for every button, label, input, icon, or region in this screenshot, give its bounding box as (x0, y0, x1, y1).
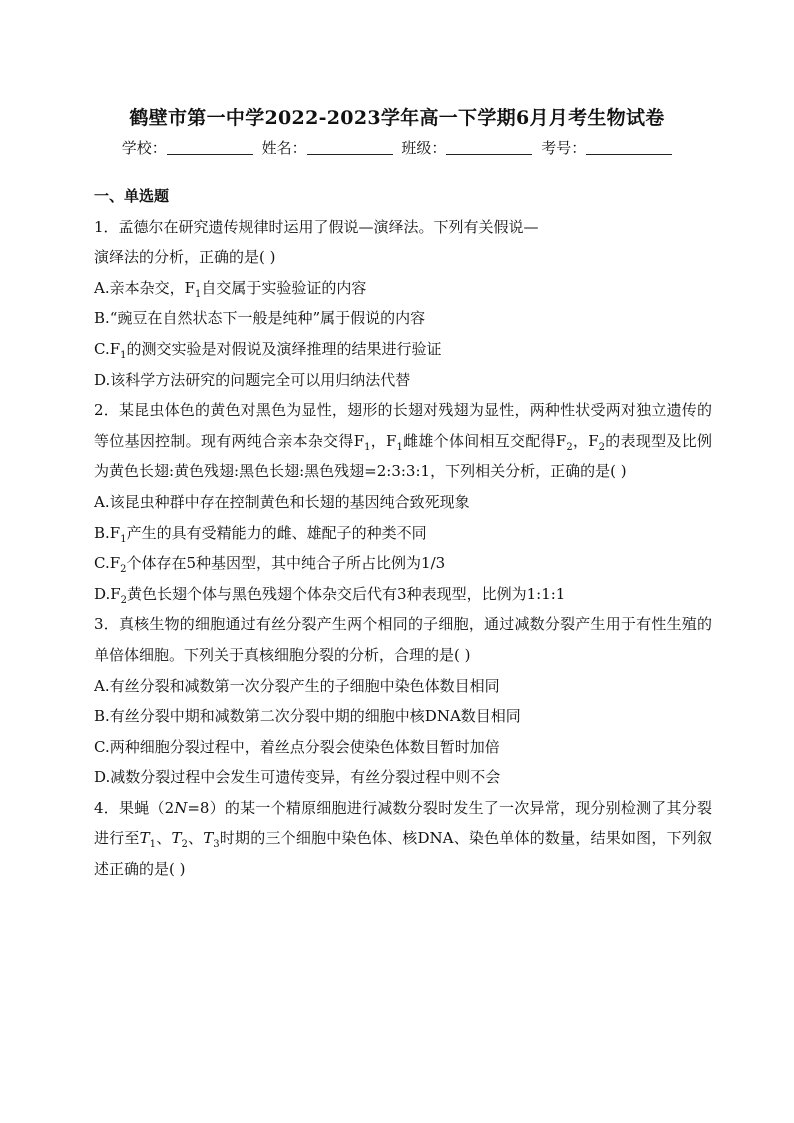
q1-stem-line-2: 演绎法的分析，正确的是( ) (94, 248, 276, 267)
q2-stem-p4: ，F (572, 431, 599, 450)
q4-stem-s3: 3 (213, 839, 220, 851)
q2-option-c-post: 个体存在5种基因型，其中纯合子所占比例为1/3 (126, 554, 446, 573)
q3-option-b: B.有丝分裂中期和减数第二次分裂中期的细胞中核DNA数目相同 (94, 707, 521, 726)
q2-stem-p3: 雌雄个体间相互交配得F (402, 431, 567, 450)
name-blank (307, 154, 393, 155)
q4-stem-p3: 、 (156, 829, 172, 848)
q2-option-c-pre: C.F (94, 554, 121, 573)
class-label: 班级： (401, 139, 447, 157)
q2-option-b-post: 产生的具有受精能力的雌、雄配子的种类不同 (126, 523, 427, 542)
name-label: 姓名： (261, 139, 307, 157)
student-info-row (0, 137, 794, 158)
q1-option-c-pre: C.F (94, 339, 121, 358)
q1-option-b: B.“豌豆在自然状态下一般是纯种”属于假说的内容 (94, 309, 426, 328)
q4-stem-t2: T (171, 829, 182, 848)
q2-option-d-pre: D.F (94, 584, 121, 603)
q1-option-c-sub: 1 (120, 349, 127, 361)
q1-option-a-post: 自交属于实验验证的内容 (201, 278, 367, 297)
page-title: 鹤壁市第一中学2022-2023学年高一下学期6月月考生物试卷 (129, 107, 665, 129)
exam-number-blank (586, 154, 672, 155)
q3-stem: 3．真核生物的细胞通过有丝分裂产生两个相同的子细胞，通过减数分裂产生用于有性生殖的单倍体细胞。下列关于真核细胞分裂的分析，合理的是( ) (94, 615, 712, 664)
q1-option-a-sub: 1 (195, 288, 202, 300)
exam-content (94, 181, 712, 885)
q1-option-a (94, 273, 712, 304)
q2-option-c (94, 548, 712, 579)
q2-option-b-sub: 1 (120, 533, 127, 545)
exam-number-label: 考号： (541, 139, 587, 157)
q2-stem-p1: 2．某昆虫体色的黄色对黑色为显性，翅形的长翅对残翅为显性，两种性状受两对独立遗传的等位基因控制。现有两纯合亲本杂交得F (94, 401, 712, 450)
q4-stem-t1: T (139, 829, 150, 848)
q4-stem-t3: T (203, 829, 214, 848)
q2-stem-p5: 的表现型及比例为黄色长翅:黄色残翅:黑色长翅:黑色残翅=2:3:3:1，下列相关分析，正确的是( ) (94, 431, 712, 481)
q4-stem-p1: 4．果蝇（2 (94, 798, 175, 817)
q4-stem-p2: =8）的某一个精原细胞进行减数分裂时发生了一次异常，现分别检测了其分裂进行至 (94, 798, 712, 848)
q1-stem-line-1: 1．孟德尔在研究遗传规律时运用了假说—演绎法。下列有关假说— (94, 217, 539, 236)
q2-option-d-post: 黄色长翅个体与黑色残翅个体杂交后代有3种表现型，比例为1:1:1 (127, 584, 566, 603)
q1-option-c (94, 334, 712, 365)
q4-stem-s2: 2 (181, 839, 188, 851)
q4-stem-s1: 1 (149, 839, 157, 851)
q1-option-c-post: 的测交实验是对假说及演绎推理的结果进行验证 (126, 339, 442, 358)
q2-stem-s4: 2 (598, 441, 606, 453)
q1-option-d: D.该科学方法研究的问题完全可以用归纳法代替 (94, 370, 411, 389)
q2-stem-s1: 1 (364, 441, 371, 453)
q2-option-c-sub: 2 (120, 564, 127, 576)
q4-stem-p4: 、 (187, 829, 204, 848)
q4-stem-n: N (174, 798, 188, 817)
q4-stem-p5: 时期的三个细胞中染色体、核DNA、染色单体的数量，结果如图，下列叙述正确的是( ) (94, 829, 712, 879)
q2-stem-s3: 2 (566, 441, 573, 453)
q2-option-b (94, 518, 712, 549)
q2-option-a: A.该昆虫种群中存在控制黄色和长翅的基因纯合致死现象 (94, 492, 470, 511)
q2-stem-s2: 1 (396, 441, 403, 453)
q3-option-d: D.减数分裂过程中会发生可遗传变异，有丝分裂过程中则不会 (94, 768, 501, 787)
q2-stem (94, 395, 712, 487)
q3-option-a: A.有丝分裂和减数第一次分裂产生的子细胞中染色体数目相同 (94, 676, 500, 695)
q2-option-d (94, 579, 712, 610)
q3-option-c: C.两种细胞分裂过程中，着丝点分裂会使染色体数目暂时加倍 (94, 737, 500, 756)
q1-option-a-pre: A.亲本杂交，F (94, 278, 196, 297)
school-blank (167, 154, 253, 155)
class-blank (446, 154, 532, 155)
q2-option-d-sub: 2 (120, 594, 128, 606)
section-title: 一、单选题 (94, 187, 170, 205)
q4-stem (94, 793, 712, 885)
q2-option-b-pre: B.F (94, 523, 121, 542)
school-label: 学校： (121, 139, 167, 157)
q2-stem-p2: ，F (370, 431, 397, 450)
